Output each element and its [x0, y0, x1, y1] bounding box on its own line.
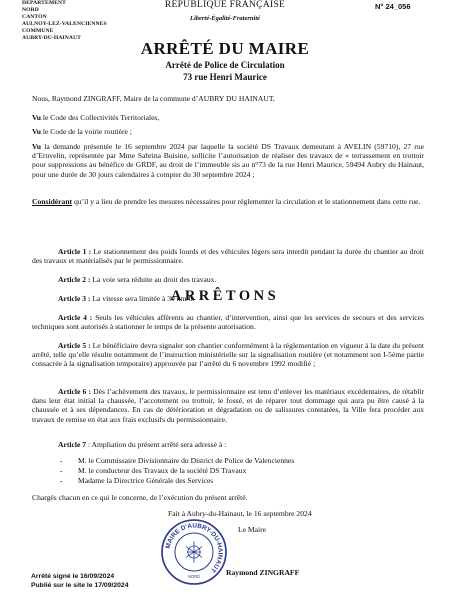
admin-line: NORD [22, 7, 39, 13]
admin-line: AUBRY-DU-HAINAUT [22, 35, 82, 41]
article-2: Article 2 : La voie sera réduite au droit des travaux. [58, 275, 217, 284]
vu-code-collectivites: Vu le Code des Collectivités Territoriales, [32, 113, 160, 122]
recipient-list [60, 456, 400, 486]
signature-role: Le Maire [238, 525, 267, 534]
footer-signed-date: Arrêté signé le 16/09/2024 [31, 573, 115, 580]
article-4: Article 4 : Seuls les véhicules afférents au chantier, d’intervention, ainsi que les services de secours et des services techniques sont autorisés à stationner le temps de la présente autorisation. [32, 313, 424, 332]
republic-name: RÉPUBLIQUE FRANÇAISE [164, 0, 286, 10]
article-1: Article 1 : Le stationnement des poids lourds et des véhicules légers sera interdit pendant la durée du chantier au droit des travaux et matérialisés par le permissionnaire. [32, 247, 424, 266]
article-5: Article 5 : Le bénéficiaire devra signaler son chantier conformément à la réglementation en vigueur à la date du présent arrêté, telle qu’elle résulte notamment de l’instruction ministérielle sur la signalisation routière (et notamment son I-5ème partie consacrée à la signalisation temporaire) approuvée par l’arrêté du 6 novembre 1992 modifié ; [32, 341, 424, 369]
official-seal-stamp [160, 518, 228, 586]
page-title: ARRÊTÉ DU MAIRE [140, 39, 310, 58]
street-address: 73 rue Henri Maurice [183, 72, 267, 82]
administrative-header [22, 0, 107, 42]
seal-emblem [186, 541, 202, 563]
admin-line: DEPARTEMENT [22, 0, 66, 6]
seal-bottom-text: NORD [187, 573, 201, 579]
considerant: Considérant qu’il y a lieu de prendre les mesures nécessaires pour réglementer la circulation et le stationnement dans cette rue. [32, 197, 421, 206]
republic-motto: Liberté-Égalité-Fraternité [189, 15, 261, 22]
footer-published-date: Publié sur le site le 17/09/2024 [31, 582, 129, 589]
list-item: - M. le Commissaire Divisionnaire du District de Police de Valenciennes [60, 456, 295, 465]
signature-place-date: Fait à Aubry-du-Hainaut, le 16 septembre 2024 [168, 509, 312, 518]
admin-line: AULNOY-LEZ-VALENCIENNES [22, 21, 107, 27]
vu-code-voirie: Vu le Code de la voirie routière ; [32, 127, 132, 136]
list-item: - M. le conducteur des Travaux de la société DS Travaux [60, 466, 247, 475]
admin-line: COMMUNE [22, 28, 54, 34]
article-7: Article 7 : Ampliation du présent arrêté sera adressé à : [58, 440, 227, 449]
republic-header [150, 0, 300, 22]
admin-line: CANTON [22, 14, 47, 20]
article-3: Article 3 : La vitesse sera limitée à 30 km/h. [58, 294, 195, 303]
preamble-intro: Nous, Raymond ZINGRAFF, Maire de la commune d’AUBRY DU HAINAUT, [32, 94, 275, 103]
seal-text: MAIRE D'AUBRY-DU-HAINAUT [164, 522, 224, 574]
vu-demande: Vu la demande présentée le 16 septembre 2024 par laquelle la société DS Travaux demeurant à AVELIN (59710), 27 rue d’Eruvelin, représentée par Mme Sabrina Buisine, sollicite l’autorisation de réaliser des travaux de « terrassement en trottoir pour suppressions au bénéfice de GRDF, au droit de l’immeuble sis au n°73 de la rue Henri Maurice, 59494 Aubry du Hainaut, pour une durée de 30 jours calendaires à compter du 30 septembre 2024 ; [32, 142, 424, 179]
page-subtitle: Arrêté de Police de Circulation [165, 60, 285, 70]
list-item: - Madame la Directrice Générale des Services [60, 476, 214, 485]
arretons-heading: ARRÊTONS [170, 288, 280, 304]
article-6: Article 6 : Dès l’achèvement des travaux, le permissionnaire est tenu d’enlever les matériaux excédentaires, de rétablir dans leur état initial la chaussée, l’accotement ou trottoir, le fossé, et de réparer tout dommage qui aura pu être causé à la chaussée et à ses dépendances. En cas de détérioration et dégradation ou de salissures constatées, la Ville fera procéder aux travaux de remise en état aux frais exclusifs du permissionnaire. [32, 387, 425, 424]
signature-name: Raymond ZINGRAFF [226, 568, 300, 577]
closing-line: Chargés chacun en ce qui le concerne, de l’exécution du présent arrêté. [32, 493, 248, 502]
decree-number: N° 24_056 [375, 2, 411, 11]
